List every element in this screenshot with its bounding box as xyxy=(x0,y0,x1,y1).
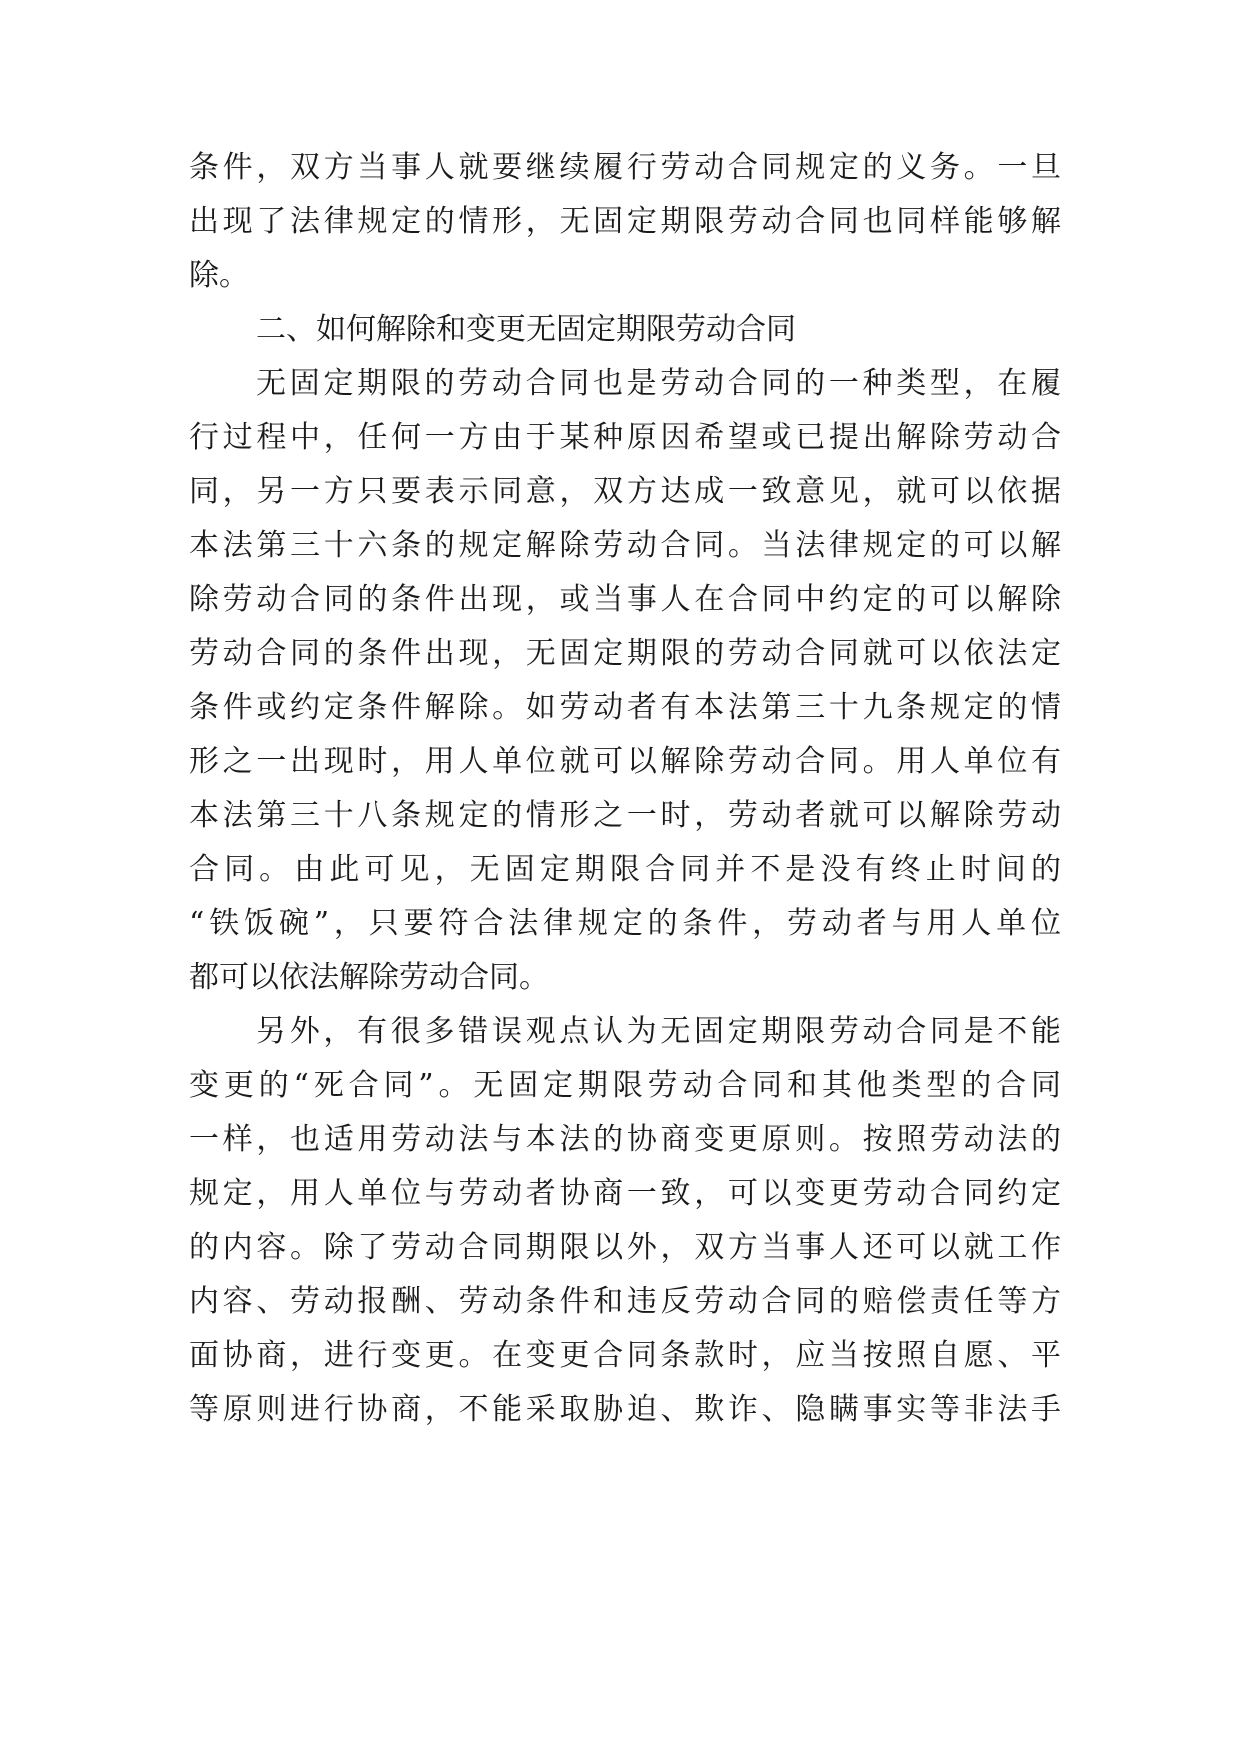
text-line: 一样，也适用劳动法与本法的协商变更原则。按照劳动法的 xyxy=(189,1122,1061,1157)
text-line: 变更的“死合同”。无固定期限劳动合同和其他类型的合同 xyxy=(189,1068,1061,1103)
text-line: 出现了法律规定的情形，无固定期限劳动合同也同样能够解 xyxy=(189,204,1061,239)
text-line: 本法第三十八条规定的情形之一时，劳动者就可以解除劳动 xyxy=(189,798,1061,833)
section-heading: 二、如何解除和变更无固定期限劳动合同 xyxy=(256,312,796,347)
text-line: 面协商，进行变更。在变更合同条款时，应当按照自愿、平 xyxy=(189,1338,1061,1373)
text-line: 条件，双方当事人就要继续履行劳动合同规定的义务。一旦 xyxy=(189,150,1061,185)
text-line: 无固定期限的劳动合同也是劳动合同的一种类型，在履 xyxy=(256,366,1061,401)
text-line: “铁饭碗”，只要符合法律规定的条件，劳动者与用人单位 xyxy=(189,906,1061,941)
text-line: 本法第三十六条的规定解除劳动合同。当法律规定的可以解 xyxy=(189,528,1061,563)
text-line: 形之一出现时，用人单位就可以解除劳动合同。用人单位有 xyxy=(189,744,1061,779)
text-line: 合同。由此可见，无固定期限合同并不是没有终止时间的 xyxy=(189,852,1061,887)
text-line: 都可以依法解除劳动合同。 xyxy=(189,960,549,995)
text-line: 等原则进行协商，不能采取胁迫、欺诈、隐瞒事实等非法手 xyxy=(189,1392,1061,1427)
text-line: 除。 xyxy=(189,258,249,293)
text-line: 另外，有很多错误观点认为无固定期限劳动合同是不能 xyxy=(256,1014,1061,1049)
text-line: 行过程中，任何一方由于某种原因希望或已提出解除劳动合 xyxy=(189,420,1061,455)
text-line: 条件或约定条件解除。如劳动者有本法第三十九条规定的情 xyxy=(189,690,1061,725)
text-line: 除劳动合同的条件出现，或当事人在合同中约定的可以解除 xyxy=(189,582,1061,617)
text-line: 内容、劳动报酬、劳动条件和违反劳动合同的赔偿责任等方 xyxy=(189,1284,1061,1319)
text-line: 同，另一方只要表示同意，双方达成一致意见，就可以依据 xyxy=(189,474,1061,509)
text-line: 规定，用人单位与劳动者协商一致，可以变更劳动合同约定 xyxy=(189,1176,1061,1211)
text-line: 劳动合同的条件出现，无固定期限的劳动合同就可以依法定 xyxy=(189,636,1061,671)
text-line: 的内容。除了劳动合同期限以外，双方当事人还可以就工作 xyxy=(189,1230,1061,1265)
